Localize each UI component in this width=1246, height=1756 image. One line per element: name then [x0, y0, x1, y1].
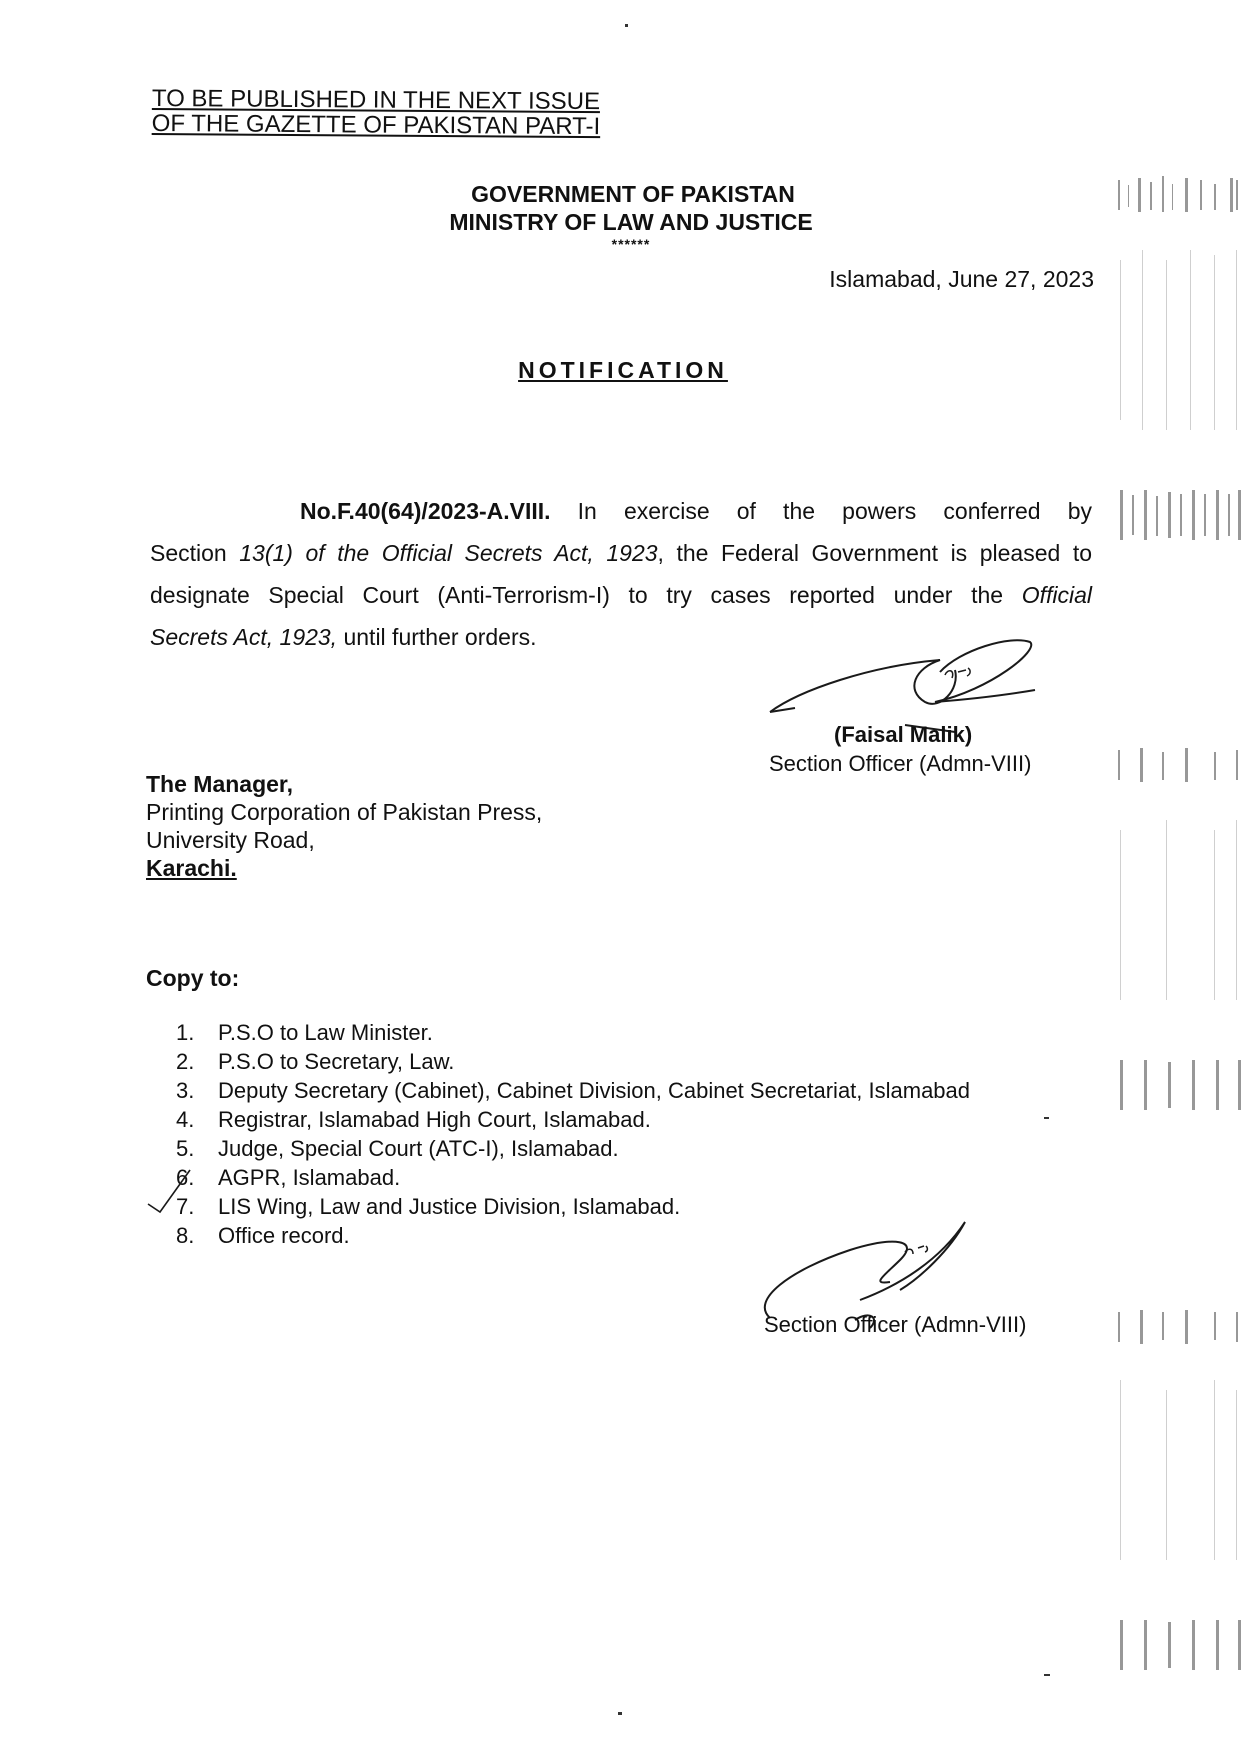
list-item-text: Office record. [218, 1223, 350, 1248]
act-name-rest: Secrets Act, 1923, [150, 624, 338, 650]
list-item-number: 3. [176, 1078, 195, 1103]
check-mark-icon [148, 1170, 190, 1212]
signatory-designation: Section Officer (Admn-VIII) [769, 751, 1032, 776]
act-reference: 13(1) of the Official Secrets Act, 1923 [239, 540, 658, 566]
notification-title: NOTIFICATION [518, 357, 728, 383]
body-text-2a: Section [150, 540, 240, 566]
list-item-number: 6. [176, 1165, 195, 1190]
body-text-2c: , the Federal Government is pleased to [657, 540, 1093, 566]
addressee-line-1: Printing Corporation of Pakistan Press, [146, 799, 543, 825]
government-heading: GOVERNMENT OF PAKISTAN [471, 181, 795, 207]
list-item-text: LIS Wing, Law and Justice Division, Islamabad. [218, 1194, 681, 1219]
list-item-text: Judge, Special Court (ATC-I), Islamabad. [218, 1136, 619, 1161]
body-text-4b: until further orders. [337, 624, 537, 650]
list-item-number: 2. [176, 1049, 195, 1074]
list-item-text: Deputy Secretary (Cabinet), Cabinet Division, Cabinet Secretariat, Islamabad [218, 1078, 971, 1103]
list-item-text: Registrar, Islamabad High Court, Islamabad. [218, 1107, 651, 1132]
addressee-title: The Manager, [146, 771, 293, 797]
list-item-number: 1. [176, 1020, 195, 1045]
gazette-line-1: TO BE PUBLISHED IN THE NEXT ISSUE [151, 85, 601, 116]
copy-to-heading: Copy to: [146, 965, 240, 991]
list-item-text: AGPR, Islamabad. [218, 1165, 401, 1190]
ministry-heading: MINISTRY OF LAW AND JUSTICE [449, 209, 813, 235]
list-item-number: 4. [176, 1107, 195, 1132]
list-item-text: P.S.O to Law Minister. [218, 1020, 433, 1045]
body-text-3a: designate Special Court (Anti-Terrorism-I) to try cases reported under the [150, 582, 1022, 608]
list-item-number: 7. [176, 1194, 195, 1219]
gazette-line-2: OF THE GAZETTE OF PAKISTAN PART-I [151, 109, 601, 141]
list-item-text: P.S.O to Secretary, Law. [218, 1049, 455, 1074]
body-text-1: In exercise of the powers conferred by [550, 498, 1092, 524]
list-item-number: 8. [176, 1223, 195, 1248]
addressee-city: Karachi. [146, 855, 237, 881]
reference-number: No.F.40(64)/2023-A.VIII. [300, 498, 551, 524]
act-name-part: Official [1021, 582, 1092, 608]
addressee-line-2: University Road, [146, 827, 315, 853]
signatory-2-designation: Section Officer (Admn-VIII) [764, 1312, 1027, 1337]
heading-separator: ****** [611, 236, 651, 252]
date-line: Islamabad, June 27, 2023 [829, 266, 1094, 292]
list-item-number: 5. [176, 1136, 195, 1161]
signatory-name: (Faisal Malik) [834, 722, 973, 747]
